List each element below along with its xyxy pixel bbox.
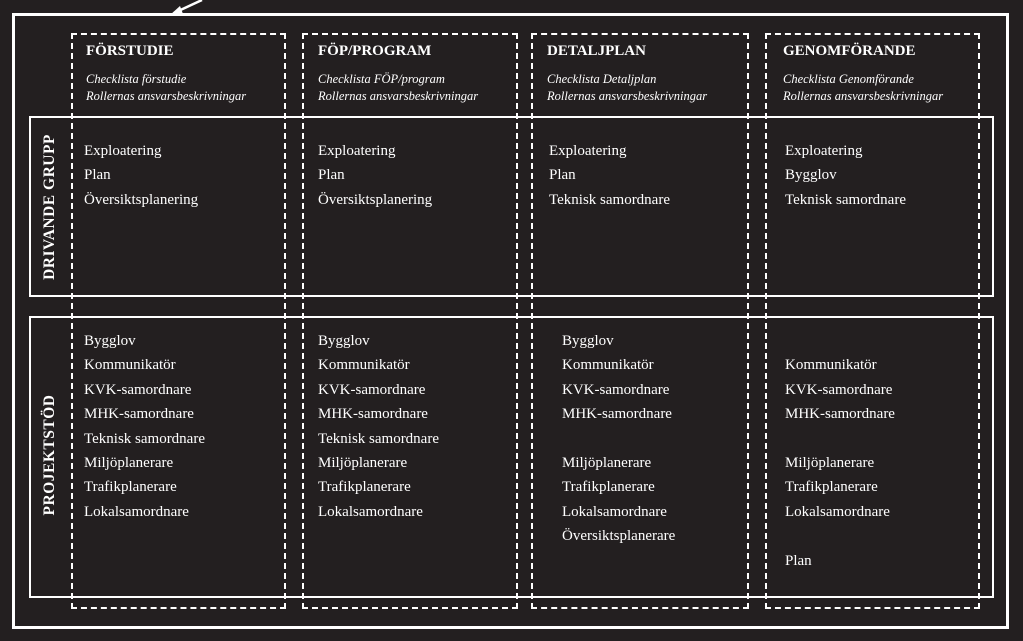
row-label-drivande-grupp: DRIVANDE GRUPP [41,134,58,280]
list-item: Bygglov [785,167,837,184]
list-item: Lokalsamordnare [562,503,667,520]
projektstod-list-forstudie [84,329,205,524]
phase-title-forstudie: FÖRSTUDIE [86,43,174,59]
list-item: Plan [549,167,576,184]
projektstod-list-genomforande [785,329,895,573]
list-item: Teknisk samordnare [84,430,205,447]
list-item: Plan [84,167,111,184]
drivande-list-detaljplan [549,139,670,212]
phase-title-detaljplan: DETALJPLAN [547,43,646,59]
list-item: Trafikplanerare [318,479,411,496]
roles-link[interactable]: Rollernas ansvarsbeskrivningar [783,89,944,103]
list-item: Exploatering [785,143,863,159]
list-item: Lokalsamordnare [785,503,890,520]
list-item: MHK-samordnare [318,406,428,423]
list-item: MHK-samordnare [562,406,672,423]
phase-links-forstudie [86,71,246,105]
checklist-link[interactable]: Checklista Genomförande [783,72,914,86]
list-item: Lokalsamordnare [84,503,189,520]
list-item: Exploatering [549,143,627,159]
checklist-link[interactable]: Checklista Detaljplan [547,72,657,86]
checklist-link[interactable]: Checklista förstudie [86,72,187,86]
list-item [785,427,895,451]
roles-link[interactable]: Rollernas ansvarsbeskrivningar [86,89,247,103]
phase-links-detaljplan [547,71,707,105]
list-item: Exploatering [84,143,162,159]
phase-title-genomforande: GENOMFÖRANDE [783,43,916,59]
list-item: Miljöplanerare [84,455,174,472]
list-item: MHK-samordnare [785,406,895,423]
list-item: Bygglov [318,333,370,349]
list-item: Bygglov [84,333,136,349]
list-item: Trafikplanerare [562,479,655,496]
list-item: KVK-samordnare [318,381,426,398]
list-item: MHK-samordnare [84,406,194,423]
list-item: KVK-samordnare [785,381,893,398]
list-item: Teknisk samordnare [785,191,906,208]
list-item: Plan [318,167,345,184]
list-item: Kommunikatör [562,357,654,374]
checklist-link[interactable]: Checklista FÖP/program [318,72,445,86]
drivande-list-genomforande [785,139,906,212]
list-item: Miljöplanerare [562,455,652,472]
list-item: Översiktsplanering [318,191,433,208]
list-item: KVK-samordnare [84,381,192,398]
list-item: Trafikplanerare [785,479,878,496]
phase-links-genomforande [783,71,943,105]
list-item: Översiktsplanering [84,191,199,208]
list-item: Översiktsplanerare [562,528,676,545]
phase-title-fop-program: FÖP/PROGRAM [318,43,432,59]
list-item: Teknisk samordnare [549,191,670,208]
roles-link[interactable]: Rollernas ansvarsbeskrivningar [318,89,479,103]
list-item: Plan [785,552,812,569]
list-item: Lokalsamordnare [318,503,423,520]
list-item: Kommunikatör [84,357,176,374]
phase-links-fop-program [318,71,478,105]
list-item: Miljöplanerare [318,455,408,472]
drivande-list-fop-program [318,139,432,212]
list-item: Miljöplanerare [785,455,875,471]
list-item [785,329,895,353]
list-item: Kommunikatör [785,357,877,374]
list-item: Trafikplanerare [84,479,177,496]
row-label-projektstod: PROJEKTSTÖD [41,394,58,516]
list-item: Bygglov [562,333,614,349]
roles-link[interactable]: Rollernas ansvarsbeskrivningar [547,89,708,103]
projektstod-list-fop-program [318,329,439,524]
list-item: KVK-samordnare [562,381,670,398]
list-item: Kommunikatör [318,357,410,374]
drivande-list-forstudie [84,139,198,212]
list-item: Exploatering [318,143,396,159]
list-item: Teknisk samordnare [318,430,439,447]
list-item [562,427,675,451]
projektstod-list-detaljplan [562,329,675,549]
list-item [785,524,895,548]
